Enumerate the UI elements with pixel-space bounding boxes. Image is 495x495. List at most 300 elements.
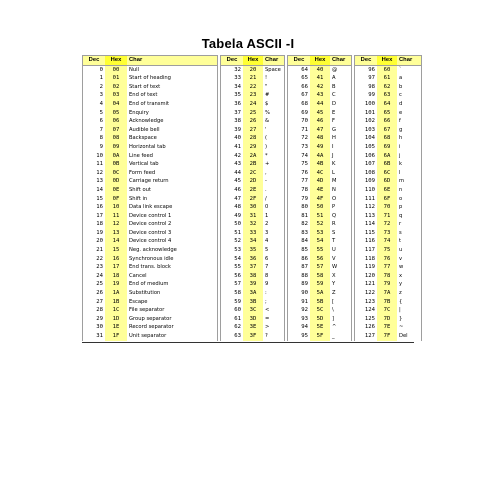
table-row bbox=[288, 74, 351, 83]
char-cell: Neg. acknowledge bbox=[129, 247, 177, 254]
char-cell: { bbox=[399, 298, 403, 305]
hex-cell: 41 bbox=[310, 74, 330, 83]
char-cell: B bbox=[332, 83, 336, 90]
dec-cell: 51 bbox=[234, 229, 241, 236]
dec-cell: 38 bbox=[234, 118, 241, 125]
table-row bbox=[288, 109, 351, 118]
char-cell: ^ bbox=[332, 324, 337, 331]
char-cell: 6 bbox=[265, 255, 269, 262]
hex-cell: 1C bbox=[105, 306, 127, 315]
dec-cell: 12 bbox=[96, 169, 103, 176]
char-cell: T bbox=[332, 238, 336, 245]
hex-header: Hex bbox=[310, 56, 330, 66]
dec-cell: 95 bbox=[301, 333, 308, 339]
hex-cell: 19 bbox=[105, 280, 127, 289]
char-cell: : bbox=[265, 290, 267, 297]
char-cell: Y bbox=[332, 281, 336, 288]
table-row bbox=[221, 195, 284, 204]
table-row bbox=[83, 74, 217, 83]
hex-cell: 74 bbox=[377, 237, 397, 246]
table-row bbox=[355, 83, 421, 92]
char-cell: f bbox=[399, 118, 401, 125]
table-row bbox=[83, 246, 217, 255]
dec-cell: 64 bbox=[301, 66, 308, 73]
hex-cell: 48 bbox=[310, 134, 330, 143]
hex-cell: 20 bbox=[243, 65, 263, 74]
hex-cell: 45 bbox=[310, 109, 330, 118]
char-cell: End trans. block bbox=[129, 264, 171, 271]
hex-cell: 26 bbox=[243, 117, 263, 126]
char-cell: ] bbox=[332, 315, 335, 322]
hex-cell: 1D bbox=[105, 315, 127, 324]
hex-cell: 75 bbox=[377, 246, 397, 255]
hex-cell: 46 bbox=[310, 117, 330, 126]
hex-cell: 69 bbox=[377, 143, 397, 152]
dec-cell: 19 bbox=[96, 229, 103, 236]
dec-cell: 70 bbox=[301, 118, 308, 125]
table-row bbox=[83, 298, 217, 307]
dec-cell: 39 bbox=[234, 126, 241, 133]
table-row bbox=[288, 126, 351, 135]
dec-cell: 102 bbox=[364, 118, 375, 125]
char-cell: Record separator bbox=[129, 324, 174, 331]
table-row bbox=[355, 212, 421, 221]
table-row bbox=[83, 255, 217, 264]
table-row bbox=[288, 315, 351, 324]
hex-cell: 39 bbox=[243, 280, 263, 289]
char-cell: Enquiry bbox=[129, 109, 149, 116]
table-row bbox=[355, 109, 421, 118]
char-cell: r bbox=[399, 221, 402, 228]
char-cell: c bbox=[399, 92, 402, 99]
table-row bbox=[288, 237, 351, 246]
table-row bbox=[288, 306, 351, 315]
dec-cell: 94 bbox=[301, 324, 308, 331]
dec-cell: 33 bbox=[234, 75, 241, 82]
hex-cell: 10 bbox=[105, 203, 127, 212]
table-row bbox=[288, 143, 351, 152]
char-cell: h bbox=[399, 135, 403, 142]
dec-cell: 40 bbox=[234, 135, 241, 142]
dec-cell: 72 bbox=[301, 135, 308, 142]
char-cell: L bbox=[332, 169, 335, 176]
table-row bbox=[221, 143, 284, 152]
dec-cell: 34 bbox=[234, 83, 241, 90]
dec-cell: 62 bbox=[234, 324, 241, 331]
char-cell: z bbox=[399, 290, 402, 297]
char-cell: j bbox=[399, 152, 401, 159]
char-cell: % bbox=[265, 109, 270, 116]
char-cell: [ bbox=[332, 298, 335, 305]
dec-cell: 127 bbox=[364, 333, 375, 339]
char-cell: u bbox=[399, 247, 403, 254]
char-cell: ~ bbox=[399, 324, 404, 331]
hex-cell: 7C bbox=[377, 306, 397, 315]
table-row bbox=[288, 332, 351, 341]
dec-cell: 115 bbox=[364, 229, 375, 236]
hex-cell: 28 bbox=[243, 134, 263, 143]
dec-cell: 101 bbox=[364, 109, 375, 116]
hex-cell: 40 bbox=[310, 65, 330, 74]
table-row bbox=[288, 134, 351, 143]
char-cell: / bbox=[265, 195, 267, 202]
hex-cell: 68 bbox=[377, 134, 397, 143]
char-cell: t bbox=[399, 238, 402, 245]
dec-header: Dec bbox=[221, 56, 243, 66]
char-cell: \ bbox=[332, 307, 334, 314]
char-cell: 9 bbox=[265, 281, 269, 288]
table-row bbox=[355, 100, 421, 109]
hex-cell: 3D bbox=[243, 315, 263, 324]
table-row bbox=[355, 280, 421, 289]
char-cell: 5 bbox=[265, 247, 269, 254]
table-row bbox=[83, 65, 217, 74]
dec-cell: 71 bbox=[301, 126, 308, 133]
table-row bbox=[221, 323, 284, 332]
dec-cell: 18 bbox=[96, 221, 103, 228]
hex-cell: 27 bbox=[243, 126, 263, 135]
table-row bbox=[288, 195, 351, 204]
dec-cell: 46 bbox=[234, 186, 241, 193]
dec-cell: 20 bbox=[96, 238, 103, 245]
dec-cell: 28 bbox=[96, 307, 103, 314]
hex-cell: 0D bbox=[105, 177, 127, 186]
ascii-page bbox=[82, 36, 414, 341]
dec-cell: 22 bbox=[96, 255, 103, 262]
table-row bbox=[221, 65, 284, 74]
hex-cell: 3A bbox=[243, 289, 263, 298]
table-row bbox=[83, 272, 217, 281]
hex-cell: 70 bbox=[377, 203, 397, 212]
table-row bbox=[355, 186, 421, 195]
table-row bbox=[355, 298, 421, 307]
dec-cell: 60 bbox=[234, 307, 241, 314]
char-cell: a bbox=[399, 75, 403, 82]
char-cell: 4 bbox=[265, 238, 269, 245]
dec-cell: 74 bbox=[301, 152, 308, 159]
char-cell: Unit separator bbox=[129, 333, 167, 339]
char-cell: Null bbox=[129, 66, 140, 73]
dec-cell: 16 bbox=[96, 204, 103, 211]
dec-cell: 100 bbox=[364, 100, 375, 107]
dec-cell: 13 bbox=[96, 178, 103, 185]
char-cell: - bbox=[265, 178, 267, 185]
table-row bbox=[288, 100, 351, 109]
hex-cell: 09 bbox=[105, 143, 127, 152]
table-row bbox=[355, 195, 421, 204]
table-row bbox=[221, 229, 284, 238]
char-cell: V bbox=[332, 255, 336, 262]
dec-cell: 31 bbox=[96, 333, 103, 339]
char-cell: + bbox=[265, 161, 270, 168]
table-row bbox=[83, 323, 217, 332]
hex-cell: 1F bbox=[105, 332, 127, 341]
table-row bbox=[355, 152, 421, 161]
char-cell: Group separator bbox=[129, 315, 172, 322]
dec-cell: 48 bbox=[234, 204, 241, 211]
char-cell: Del bbox=[399, 333, 408, 339]
char-cell: Acknowledge bbox=[129, 118, 164, 125]
char-cell: ' bbox=[265, 126, 267, 133]
table-row bbox=[355, 160, 421, 169]
dec-cell: 11 bbox=[96, 161, 103, 168]
table-row bbox=[221, 83, 284, 92]
dec-cell: 30 bbox=[96, 324, 103, 331]
hex-cell: 53 bbox=[310, 229, 330, 238]
table-row bbox=[221, 134, 284, 143]
hex-cell: 67 bbox=[377, 126, 397, 135]
dec-cell: 54 bbox=[234, 255, 241, 262]
char-cell: C bbox=[332, 92, 336, 99]
char-cell: ? bbox=[265, 333, 268, 339]
hex-cell: 08 bbox=[105, 134, 127, 143]
dec-cell: 111 bbox=[364, 195, 375, 202]
hex-cell: 78 bbox=[377, 272, 397, 281]
hex-cell: 3F bbox=[243, 332, 263, 341]
hex-cell: 07 bbox=[105, 126, 127, 135]
hex-cell: 14 bbox=[105, 237, 127, 246]
hex-cell: 35 bbox=[243, 246, 263, 255]
bottom-rule bbox=[82, 342, 414, 343]
dec-cell: 52 bbox=[234, 238, 241, 245]
char-cell: b bbox=[399, 83, 403, 90]
hex-cell: 6D bbox=[377, 177, 397, 186]
char-cell: U bbox=[332, 247, 336, 254]
table-row bbox=[83, 186, 217, 195]
hex-cell: 0E bbox=[105, 186, 127, 195]
dec-cell: 25 bbox=[96, 281, 103, 288]
char-cell: J bbox=[332, 152, 334, 159]
table-row bbox=[83, 195, 217, 204]
char-cell: = bbox=[265, 315, 270, 322]
table-row bbox=[288, 117, 351, 126]
dec-cell: 105 bbox=[364, 143, 375, 150]
dec-cell: 120 bbox=[364, 272, 375, 279]
dec-cell: 98 bbox=[368, 83, 375, 90]
hex-cell: 7F bbox=[377, 332, 397, 341]
hex-cell: 3C bbox=[243, 306, 263, 315]
table-row bbox=[288, 289, 351, 298]
table-row bbox=[83, 143, 217, 152]
hex-cell: 55 bbox=[310, 246, 330, 255]
char-cell: d bbox=[399, 100, 403, 107]
char-cell: } bbox=[399, 315, 403, 322]
dec-cell: 96 bbox=[368, 66, 375, 73]
hex-cell: 7D bbox=[377, 315, 397, 324]
table-row bbox=[355, 134, 421, 143]
char-cell: Horizontal tab bbox=[129, 143, 166, 150]
char-header: Char bbox=[397, 56, 421, 66]
hex-cell: 12 bbox=[105, 220, 127, 229]
table-row bbox=[83, 280, 217, 289]
dec-cell: 32 bbox=[234, 66, 241, 73]
char-cell: Form feed bbox=[129, 169, 156, 176]
table-row bbox=[83, 315, 217, 324]
dec-cell: 106 bbox=[364, 152, 375, 159]
char-cell: x bbox=[399, 272, 403, 279]
dec-cell: 44 bbox=[234, 169, 241, 176]
table-row bbox=[83, 332, 217, 341]
dec-cell: 118 bbox=[364, 255, 375, 262]
char-cell: Device control 2 bbox=[129, 221, 172, 228]
hex-cell: 0A bbox=[105, 152, 127, 161]
dec-cell: 29 bbox=[96, 315, 103, 322]
dec-cell: 10 bbox=[96, 152, 103, 159]
table-row bbox=[83, 203, 217, 212]
table-row bbox=[221, 117, 284, 126]
hex-cell: 4C bbox=[310, 169, 330, 178]
hex-cell: 3B bbox=[243, 298, 263, 307]
dec-cell: 109 bbox=[364, 178, 375, 185]
hex-cell: 31 bbox=[243, 212, 263, 221]
char-cell: N bbox=[332, 186, 336, 193]
dec-cell: 87 bbox=[301, 264, 308, 271]
char-cell: ( bbox=[265, 135, 268, 142]
char-cell: Carriage return bbox=[129, 178, 169, 185]
dec-cell: 78 bbox=[301, 186, 308, 193]
char-cell: 7 bbox=[265, 264, 269, 271]
hex-cell: 2E bbox=[243, 186, 263, 195]
table-row bbox=[83, 126, 217, 135]
char-cell: K bbox=[332, 161, 336, 168]
dec-cell: 49 bbox=[234, 212, 241, 219]
hex-header: Hex bbox=[243, 56, 263, 66]
table-row bbox=[221, 306, 284, 315]
dec-cell: 50 bbox=[234, 221, 241, 228]
char-cell: P bbox=[332, 204, 336, 211]
hex-cell: 38 bbox=[243, 272, 263, 281]
hex-cell: 7A bbox=[377, 289, 397, 298]
dec-cell: 99 bbox=[368, 92, 375, 99]
char-cell: D bbox=[332, 100, 336, 107]
hex-cell: 21 bbox=[243, 74, 263, 83]
hex-cell: 2C bbox=[243, 169, 263, 178]
char-cell: Data link escape bbox=[129, 204, 173, 211]
table-row bbox=[355, 246, 421, 255]
dec-cell: 83 bbox=[301, 229, 308, 236]
dec-cell: 15 bbox=[96, 195, 103, 202]
hex-cell: 24 bbox=[243, 100, 263, 109]
dec-cell: 79 bbox=[301, 195, 308, 202]
hex-cell: 29 bbox=[243, 143, 263, 152]
char-cell: k bbox=[399, 161, 403, 168]
hex-cell: 5E bbox=[310, 323, 330, 332]
char-cell: Synchronous idle bbox=[129, 255, 174, 262]
table-row bbox=[221, 186, 284, 195]
hex-cell: 4A bbox=[310, 152, 330, 161]
hex-cell: 4D bbox=[310, 177, 330, 186]
dec-cell: 124 bbox=[364, 307, 375, 314]
table-row bbox=[288, 91, 351, 100]
dec-cell: 14 bbox=[96, 186, 103, 193]
table-row bbox=[355, 315, 421, 324]
hex-cell: 25 bbox=[243, 109, 263, 118]
char-cell: O bbox=[332, 195, 337, 202]
table-row bbox=[288, 186, 351, 195]
table-row bbox=[221, 152, 284, 161]
hex-cell: 57 bbox=[310, 263, 330, 272]
table-row bbox=[355, 289, 421, 298]
hex-cell: 5D bbox=[310, 315, 330, 324]
hex-cell: 01 bbox=[105, 74, 127, 83]
hex-cell: 13 bbox=[105, 229, 127, 238]
dec-cell: 23 bbox=[96, 264, 103, 271]
char-cell: G bbox=[332, 126, 337, 133]
hex-cell: 5C bbox=[310, 306, 330, 315]
table-row bbox=[355, 263, 421, 272]
char-cell: o bbox=[399, 195, 403, 202]
table-row bbox=[83, 306, 217, 315]
dec-cell: 5 bbox=[99, 109, 103, 116]
hex-cell: 77 bbox=[377, 263, 397, 272]
hex-cell: 56 bbox=[310, 255, 330, 264]
table-row bbox=[83, 160, 217, 169]
hex-cell: 7E bbox=[377, 323, 397, 332]
table-row bbox=[355, 126, 421, 135]
char-cell: w bbox=[399, 264, 404, 271]
dec-cell: 81 bbox=[301, 212, 308, 219]
char-cell: v bbox=[399, 255, 403, 262]
hex-cell: 33 bbox=[243, 229, 263, 238]
table-row bbox=[288, 255, 351, 264]
table-row bbox=[288, 263, 351, 272]
dec-cell: 61 bbox=[234, 315, 241, 322]
table-row bbox=[355, 74, 421, 83]
dec-cell: 75 bbox=[301, 161, 308, 168]
table-row bbox=[221, 255, 284, 264]
hex-cell: 71 bbox=[377, 212, 397, 221]
hex-cell: 65 bbox=[377, 109, 397, 118]
table-row bbox=[288, 177, 351, 186]
char-cell: ) bbox=[265, 143, 268, 150]
dec-header: Dec bbox=[288, 56, 310, 66]
hex-cell: 6C bbox=[377, 169, 397, 178]
char-cell: > bbox=[265, 324, 270, 331]
dec-cell: 53 bbox=[234, 247, 241, 254]
table-row bbox=[355, 220, 421, 229]
dec-cell: 73 bbox=[301, 143, 308, 150]
hex-cell: 0C bbox=[105, 169, 127, 178]
table-row bbox=[355, 203, 421, 212]
char-cell: I bbox=[332, 143, 334, 150]
dec-cell: 77 bbox=[301, 178, 308, 185]
table-row bbox=[288, 169, 351, 178]
hex-cell: 0F bbox=[105, 195, 127, 204]
table-row bbox=[355, 323, 421, 332]
table-row bbox=[288, 229, 351, 238]
dec-cell: 6 bbox=[99, 118, 103, 125]
char-cell: A bbox=[332, 75, 336, 82]
hex-cell: 15 bbox=[105, 246, 127, 255]
dec-cell: 1 bbox=[99, 75, 103, 82]
dec-cell: 122 bbox=[364, 290, 375, 297]
table-row bbox=[221, 126, 284, 135]
table-row bbox=[83, 117, 217, 126]
dec-cell: 108 bbox=[364, 169, 375, 176]
dec-cell: 80 bbox=[301, 204, 308, 211]
hex-cell: 22 bbox=[243, 83, 263, 92]
table-row bbox=[83, 212, 217, 221]
char-cell: l bbox=[399, 169, 401, 176]
char-cell: W bbox=[332, 264, 338, 271]
table-row bbox=[83, 177, 217, 186]
table-row bbox=[355, 237, 421, 246]
table-row bbox=[355, 91, 421, 100]
dec-cell: 112 bbox=[364, 204, 375, 211]
hex-cell: 4E bbox=[310, 186, 330, 195]
char-cell: s bbox=[399, 229, 402, 236]
dec-cell: 57 bbox=[234, 281, 241, 288]
